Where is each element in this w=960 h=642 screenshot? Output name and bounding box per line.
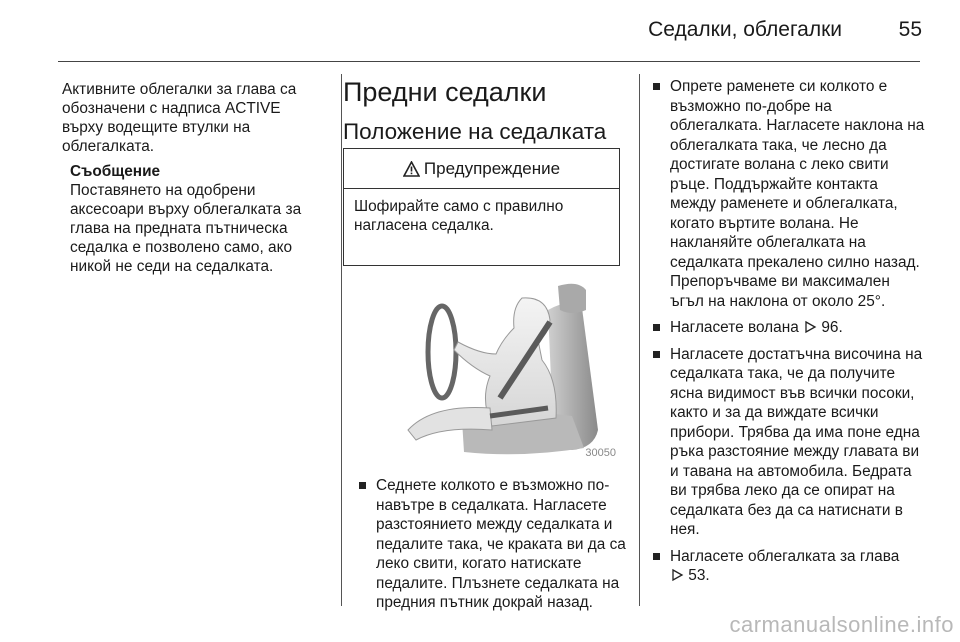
header-title: Седалки, облегалки [648, 18, 842, 41]
column-2-bullets [358, 476, 628, 613]
warning-triangle-icon [403, 161, 420, 177]
bullet-square-icon [359, 482, 366, 489]
column-separator-right [639, 74, 640, 606]
list-item: Нагласете облегалката за глава 53. [652, 547, 927, 586]
column-1 [62, 80, 324, 276]
warning-title: Предупреждение [423, 158, 561, 178]
warning-text: Шофирайте само с правилно нагласена седалка. [354, 198, 564, 234]
column-2 [343, 76, 629, 146]
header-rule [58, 61, 920, 62]
list-item: Нагласете волана 96. [652, 318, 927, 338]
bullet-square-icon [653, 553, 660, 560]
bullet-square-icon [653, 83, 660, 90]
page-number: 55 [898, 18, 922, 41]
note-text: Поставянето на одобрени аксесоари върху облегалката за глава на предната пътническа седалка е позволено само, ако никой не седи на седалката. [70, 182, 302, 275]
list-item: Нагласете достатъчна височина на седалката така, че да получите ясна видимост във всички посоки, както и за да виждате всички прибори. Трябва да има поне една ръка разстояние между главата ви и тавана на автомобила. Бедрата ви трябва леко да се опират на седалката без да са натиснати в нея. [652, 345, 927, 540]
column-3 [652, 77, 927, 593]
list-item: Седнете колкото е възможно по-навътре в седалката. Нагласете разстоянието между седалката и педалите така, че краката ви да са леко свити, когато натискате педалите. Плъзнете седалката на предния пътник докрай назад. [358, 476, 628, 613]
warning-box [343, 148, 620, 266]
column-separator-left [341, 74, 342, 606]
section-heading: Предни седалки [343, 77, 547, 107]
section-subheading: Положение на седалката [343, 119, 607, 144]
page-reference[interactable]: 96. [821, 319, 843, 336]
page-reference[interactable]: 53. [688, 567, 710, 584]
watermark: carmanualsonline.info [729, 612, 954, 637]
note [70, 162, 324, 276]
page-reference-icon [670, 568, 684, 582]
warning-header [344, 149, 619, 189]
figure-number: 30050 [585, 447, 616, 459]
page-reference-icon [803, 320, 817, 334]
active-headrest-paragraph: Активните облегалки за глава са обозначени с надписа ACTIVE върху водещите втулки на облегалката. [62, 81, 297, 155]
note-title: Съобщение [70, 163, 161, 180]
bullet-square-icon [653, 351, 660, 358]
seat-position-illustration [372, 280, 622, 462]
bullet-square-icon [653, 324, 660, 331]
list-item: Опрете раменете си колкото е възможно по-добре на облегалката. Нагласете наклона на облегалката така, че лесно да достигате волана с леко свити ръце. Поддържайте контакта между раменете и облегалката, когато въртите волана. Не накланяйте облегалката на седалката прекалено силно назад. Препоръчваме ви максимален ъгъл на наклона от около 25°. [652, 77, 927, 311]
